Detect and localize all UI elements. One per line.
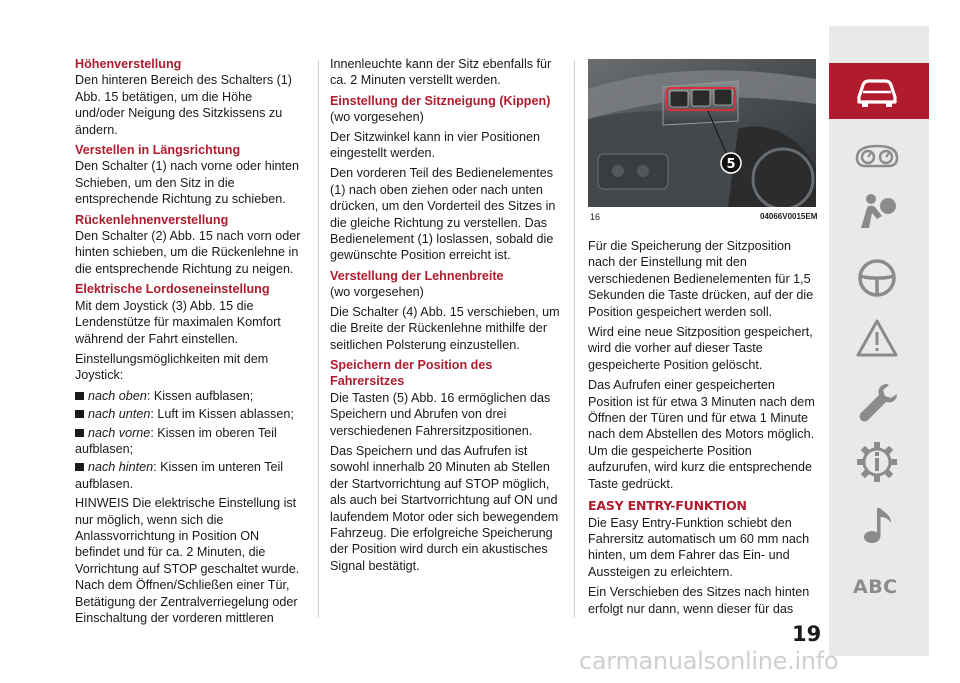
section-heading: EASY ENTRY-FUNKTION [588, 498, 747, 514]
figure-code: 04066V0015EM [760, 212, 818, 221]
photo-illustration [588, 59, 816, 207]
text-column-3 [588, 238, 816, 621]
paragraph: Den Schalter (1) nach vorne oder hinten Schieben, um den Sitz in die entsprechende Richtung zu schieben. [75, 159, 300, 207]
paragraph: Das Aufrufen einer gespeicherten Position ist für etwa 3 Minuten nach dem Öffnen der Türen und für etwa 1 Minute nach dem Abstellen des Motors möglich. Um die gespeicherte Position aufzurufen, wird kurz die entsprechende Taste gedrückt. [588, 378, 815, 491]
paragraph: Für die Speicherung der Sitzposition nach der Einstellung mit den verschiedenen Bedienelementen für 1,5 Sekunden die Taste drücken, auf der die Position gespeichert werden soll. [588, 239, 814, 319]
section-heading: Speichern der Position des Fahrersitzes [330, 357, 493, 389]
steering-wheel-icon[interactable] [855, 258, 899, 298]
paragraph: Wird eine neue Sitzposition gespeichert, wird die vorher auf dieser Taste gespeicherte Position gelöscht. [588, 325, 813, 372]
paragraph: Der Sitzwinkel kann in vier Positionen eingestellt werden. [330, 129, 540, 161]
bullet-item [75, 459, 305, 492]
section-heading: Verstellung der Lehnenbreite [330, 268, 504, 283]
section-heading: Höhenverstellung [75, 57, 182, 71]
bullet-square-icon [75, 392, 84, 400]
paragraph: Einstellungsmöglichkeiten mit dem Joystick: [75, 351, 269, 383]
bullet-term: nach oben [88, 388, 147, 403]
section-heading: Verstellen in Längsrichtung [75, 143, 241, 158]
page-number: 19 [792, 622, 822, 646]
paragraph: (wo vorgesehen) [330, 285, 424, 300]
column-divider [574, 60, 575, 618]
seat-memory-buttons-photo [588, 59, 816, 207]
paragraph: Den Schalter (2) Abb. 15 nach vorn oder hinten schieben, um die Rückenlehne in die entsprechende Richtung zu neigen. [75, 229, 301, 276]
bullet-item [75, 406, 305, 422]
text-column-1 [75, 56, 305, 626]
settings-gear-icon[interactable] [855, 442, 899, 482]
warning-triangle-icon[interactable] [855, 318, 899, 358]
bullet-text: : Kissen im oberen Teil aufblasen; [75, 425, 277, 456]
bullet-term: nach hinten [88, 460, 154, 475]
bullet-text: : Kissen im unteren Teil aufblasen. [75, 460, 284, 491]
music-note-icon[interactable] [855, 505, 899, 545]
dashboard-gauges-icon[interactable] [855, 136, 899, 176]
paragraph: Die Easy Entry-Funktion schiebt den Fahrersitz automatisch um 60 mm nach hinten, um dem Fahrer das Ein- und Aussteigen zu erleichtern. [588, 515, 810, 579]
bullet-term: nach vorne [88, 425, 151, 440]
bullet-square-icon [75, 410, 84, 418]
paragraph: Die Schalter (4) Abb. 15 verschieben, um die Breite der Rückenlehne mithilfe der seitlichen Polsterung einzustellen. [330, 304, 560, 352]
bullet-square-icon [75, 429, 84, 437]
paragraph: Ein Verschieben des Sitzes nach hinten erfolgt nur dann, wenn dieser für das [588, 585, 810, 616]
text-column-2 [330, 56, 560, 578]
paragraph: Die Tasten (5) Abb. 16 ermöglichen das Speichern und Abrufen von drei verschiedenen Fahrersitzpositionen. [330, 390, 551, 438]
paragraph: Innenleuchte kann der Sitz ebenfalls für ca. 2 Minuten verstellt werden. [330, 57, 552, 88]
paragraph: Das Speichern und das Aufrufen ist sowohl innerhalb 20 Minuten ab Stellen der Startvorrichtung auf STOP möglich, als auch bei Startvorrichtung auf ON und laufendem Motor oder sich bewegendem Fahrzeug. Die erfolgreiche Speicherung der Position wird durch ein akustisches Signal bestätigt. [330, 443, 559, 573]
figure-number: 16 [590, 212, 601, 222]
section-heading: Elektrische Lordoseneinstellung [75, 282, 270, 297]
column-divider [318, 60, 319, 618]
note-paragraph: HINWEIS Die elektrische Einstellung ist nur möglich, wenn sich die Anlassvorrichtung in Position ON befindet und für ca. 2 Minuten, die Vorrichtung auf STOP geschaltet wurde. Nach dem Öffnen/Schließen einer Tür, Betätigung der Zentralverriegelung oder Einschaltung der vorderen mittleren [75, 496, 300, 625]
section-heading: Einstellung der Sitzneigung (Kippen) [330, 93, 551, 108]
airbag-person-icon[interactable] [855, 192, 899, 232]
paragraph: Den vorderen Teil des Bedienelementes (1) nach oben ziehen oder nach unten drücken, um den Vorderteil des Sitzes in die gleiche Richtung zu verstellen. Das Bedienelement (1) loslassen, sobald die gewünschte Position erreicht ist. [330, 166, 556, 263]
bullet-text: : Luft im Kissen ablassen; [150, 407, 294, 422]
bullet-term: nach unten [88, 407, 151, 422]
car-icon[interactable] [855, 71, 899, 111]
watermark: carmanualsonline.info [579, 647, 839, 675]
paragraph: Mit dem Joystick (3) Abb. 15 die Lendenstütze für maximalen Komfort während der Fahrt einstellen. [75, 298, 281, 346]
section-heading: Rückenlehnenverstellung [75, 212, 229, 227]
bullet-item [75, 388, 305, 404]
paragraph: (wo vorgesehen) [330, 110, 424, 125]
bullet-square-icon [75, 463, 84, 471]
bullet-text: : Kissen aufblasen; [146, 388, 254, 403]
paragraph: Den hinteren Bereich des Schalters (1) Abb. 15 betätigen, um die Höhe und/oder Neigung des Sitzkissens zu ändern. [75, 73, 293, 137]
bullet-item [75, 425, 305, 458]
index-abc-label[interactable]: ABC [853, 576, 898, 598]
wrench-icon[interactable] [855, 382, 899, 422]
figure-callout-label: 5 [726, 157, 736, 172]
